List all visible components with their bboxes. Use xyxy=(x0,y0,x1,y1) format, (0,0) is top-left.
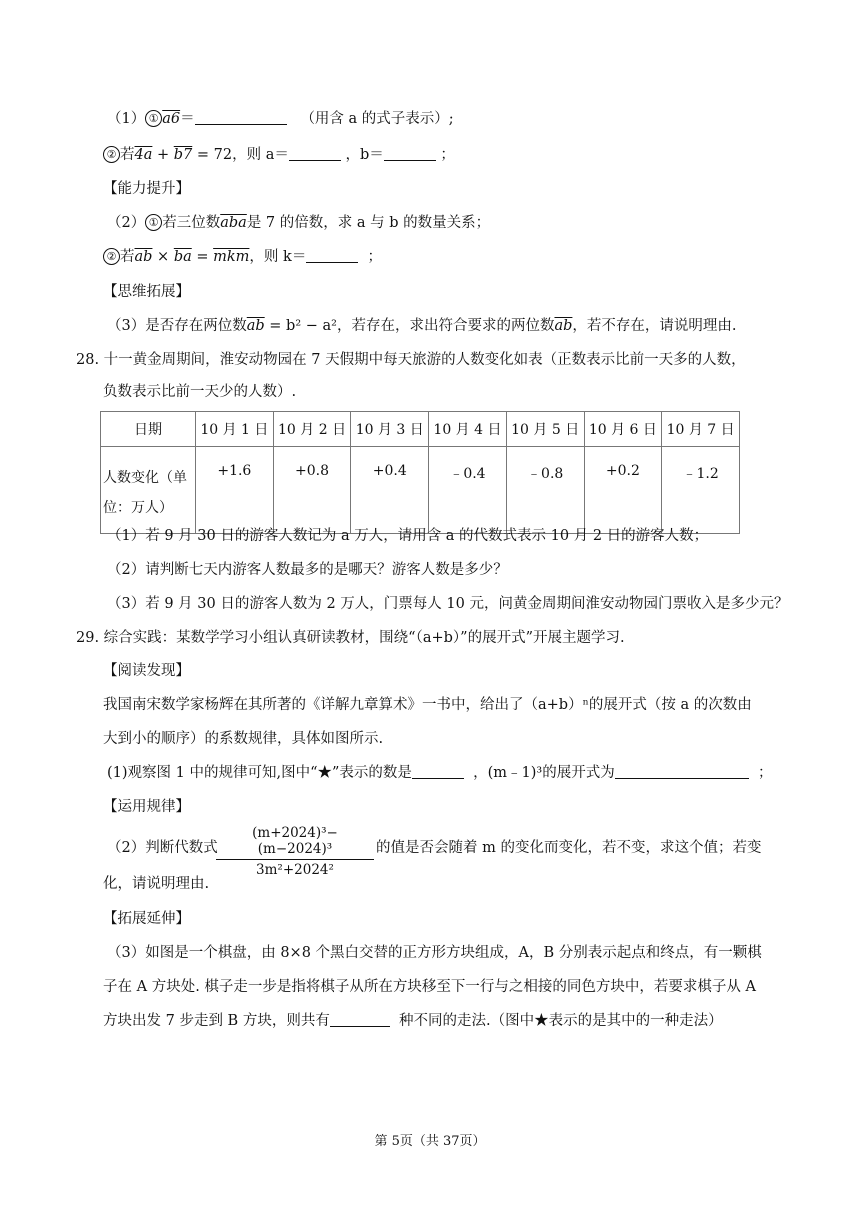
text: 十一黄金周期间，淮安动物园在 7 天假期中每天旅游的人数变化如表（正数表示比前一天多的人数， xyxy=(103,352,746,368)
reading-text: 大到小的顺序）的系数规律，具体如图所示. xyxy=(103,731,384,747)
q28-part1: （1）若 9 月 30 日的游客人数记为 a 万人，请用含 a 的代数式表示 10 月 2 日的游客人数； xyxy=(107,528,709,544)
circled-number: ② xyxy=(103,248,120,265)
table-cell: +1.6 xyxy=(196,447,274,534)
answer-blank[interactable] xyxy=(195,110,287,125)
q27-part2b xyxy=(103,247,382,267)
q29-part2-cont: 化，请说明理由. xyxy=(103,876,210,892)
text: ； xyxy=(367,249,383,265)
q27-part2a xyxy=(107,213,490,233)
text: = b² − a²，若存在，求出符合要求的两位数 xyxy=(264,318,555,334)
part-prefix: （1） xyxy=(107,111,146,127)
table-header-cell: 10 月 1 日 xyxy=(196,412,274,447)
circled-number: ② xyxy=(103,146,120,163)
tourist-change-table xyxy=(100,411,740,534)
q27-part3 xyxy=(107,316,737,336)
reading-text: 我国南宋数学家杨辉在其所著的《详解九章算术》一书中，给出了（a+b）ⁿ的展开式（按 a 的次数由 xyxy=(103,697,752,713)
answer-blank-b[interactable] xyxy=(384,146,436,161)
section-heading: 【拓展延伸】 xyxy=(103,911,190,927)
table-header-cell: 10 月 2 日 xyxy=(273,412,351,447)
answer-blank-expansion[interactable] xyxy=(615,764,749,779)
overline-number: $\overline{ab}$ xyxy=(134,249,153,265)
equals: = xyxy=(191,249,214,265)
circled-number: ① xyxy=(145,110,162,127)
table-cell: +0.2 xyxy=(584,447,662,534)
table-header-cell: 日期 xyxy=(101,412,196,447)
section-heading: 【运用规律】 xyxy=(103,799,190,815)
section-heading: 【能力提升】 xyxy=(103,181,190,197)
q28-part2: （2）请判断七天内游客人数最多的是哪天？游客人数是多少？ xyxy=(107,562,508,578)
overline-number: 4a xyxy=(134,147,153,163)
answer-blank-a[interactable] xyxy=(289,146,341,161)
question-number: 28. xyxy=(76,352,100,368)
overline-number: $\overline{ab}$ xyxy=(246,318,265,334)
times: × xyxy=(152,249,174,265)
table-row xyxy=(101,447,740,534)
text: 方块出发 7 步走到 B 方块，则共有 xyxy=(103,1013,330,1029)
q29-part1 xyxy=(107,763,772,783)
text: ，若不存在，请说明理由. xyxy=(572,318,737,334)
answer-blank-star[interactable] xyxy=(412,764,464,779)
overline-number: $\overline{ba}$ xyxy=(173,249,192,265)
page-footer: 第 5页（共 37页） xyxy=(374,1134,486,1149)
fraction-numerator: (m+2024)³−(m−2024)³ xyxy=(216,825,374,860)
text: （2）判断代数式 xyxy=(107,840,218,856)
q28-part3: （3）若 9 月 30 日的游客人数为 2 万人，门票每人 10 元，问黄金周期间淮安动物园门票收入是多少元？ xyxy=(107,596,789,612)
table-header-cell: 10 月 5 日 xyxy=(506,412,584,447)
table-header-cell: 10 月 3 日 xyxy=(351,412,429,447)
plus: + xyxy=(152,147,174,163)
q29-part2 xyxy=(107,838,218,858)
hint-text: （用含 a 的式子表示）; xyxy=(300,111,454,127)
table-cell: ﹣0.8 xyxy=(506,447,584,534)
table-header-cell: 10 月 6 日 xyxy=(584,412,662,447)
text: （3）是否存在两位数 xyxy=(107,318,247,334)
answer-blank-ways[interactable] xyxy=(330,1012,390,1027)
text: 若 xyxy=(120,147,135,163)
overline-number: a6 xyxy=(162,111,181,127)
table-header-cell: 10 月 7 日 xyxy=(662,412,740,447)
q28-stem-cont: 负数表示比前一天少的人数）. xyxy=(103,384,297,400)
question-number: 29. xyxy=(76,630,100,646)
table-header-row xyxy=(101,412,740,447)
q29-part3-cont2 xyxy=(103,1011,723,1031)
text: 种不同的走法.（图中★表示的是其中的一种走法） xyxy=(399,1013,723,1029)
fraction-denominator: 3m²+2024² xyxy=(256,862,334,878)
table-cell: +0.8 xyxy=(273,447,351,534)
text: ，(m﹣1)³的展开式为 xyxy=(473,765,615,781)
text: 若三位数 xyxy=(162,215,221,231)
q29-stem xyxy=(76,628,625,648)
text: ； xyxy=(757,765,773,781)
q27-part1a xyxy=(107,109,454,129)
text: ，b＝ xyxy=(345,147,384,163)
overline-number: $\overline{aba}$ xyxy=(220,215,247,231)
q29-part3-cont: 子在 A 方块处. 棋子走一步是指将棋子从所在方块移至下一行与之相接的同色方块中，若要求棋子从 A xyxy=(103,979,756,995)
section-heading: 【思维拓展】 xyxy=(103,284,190,300)
answer-blank-k[interactable] xyxy=(306,248,358,263)
q27-part1b xyxy=(103,145,455,165)
text: = 72，则 a＝ xyxy=(192,147,289,163)
text: (1)观察图 1 中的规律可知,图中“★”表示的数是 xyxy=(107,765,412,781)
table-header-cell: 10 月 4 日 xyxy=(429,412,507,447)
q29-part3: （3）如图是一个棋盘，由 8×8 个黑白交替的正方形方块组成，A，B 分别表示起点和终点，有一颗棋 xyxy=(107,945,762,961)
overline-number: $\overline{mkm}$ xyxy=(213,249,250,265)
q28-stem xyxy=(76,350,746,370)
part-prefix: （2） xyxy=(107,215,146,231)
text: ，则 k＝ xyxy=(249,249,307,265)
text: 若 xyxy=(120,249,135,265)
text: 综合实践：某数学学习小组认真研读教材，围绕“（a+b）”的展开式”开展主题学习. xyxy=(103,630,625,646)
circled-number: ① xyxy=(145,214,162,231)
table-row-label: 人数变化（单位：万人） xyxy=(101,447,196,534)
table-cell: +0.4 xyxy=(351,447,429,534)
table-cell: ﹣0.4 xyxy=(429,447,507,534)
equals: ＝ xyxy=(180,111,195,127)
text: 是 7 的倍数，求 a 与 b 的数量关系； xyxy=(246,215,491,231)
overline-number: $\overline{ab}$ xyxy=(554,318,573,334)
q29-part2-text: 的值是否会随着 m 的变化而变化，若不变，求这个值；若变 xyxy=(376,840,762,856)
text: ； xyxy=(440,147,455,163)
table-cell: ﹣1.2 xyxy=(662,447,740,534)
fraction-expression xyxy=(216,825,374,878)
section-heading: 【阅读发现】 xyxy=(103,663,190,679)
overline-number: b7 xyxy=(173,147,193,163)
